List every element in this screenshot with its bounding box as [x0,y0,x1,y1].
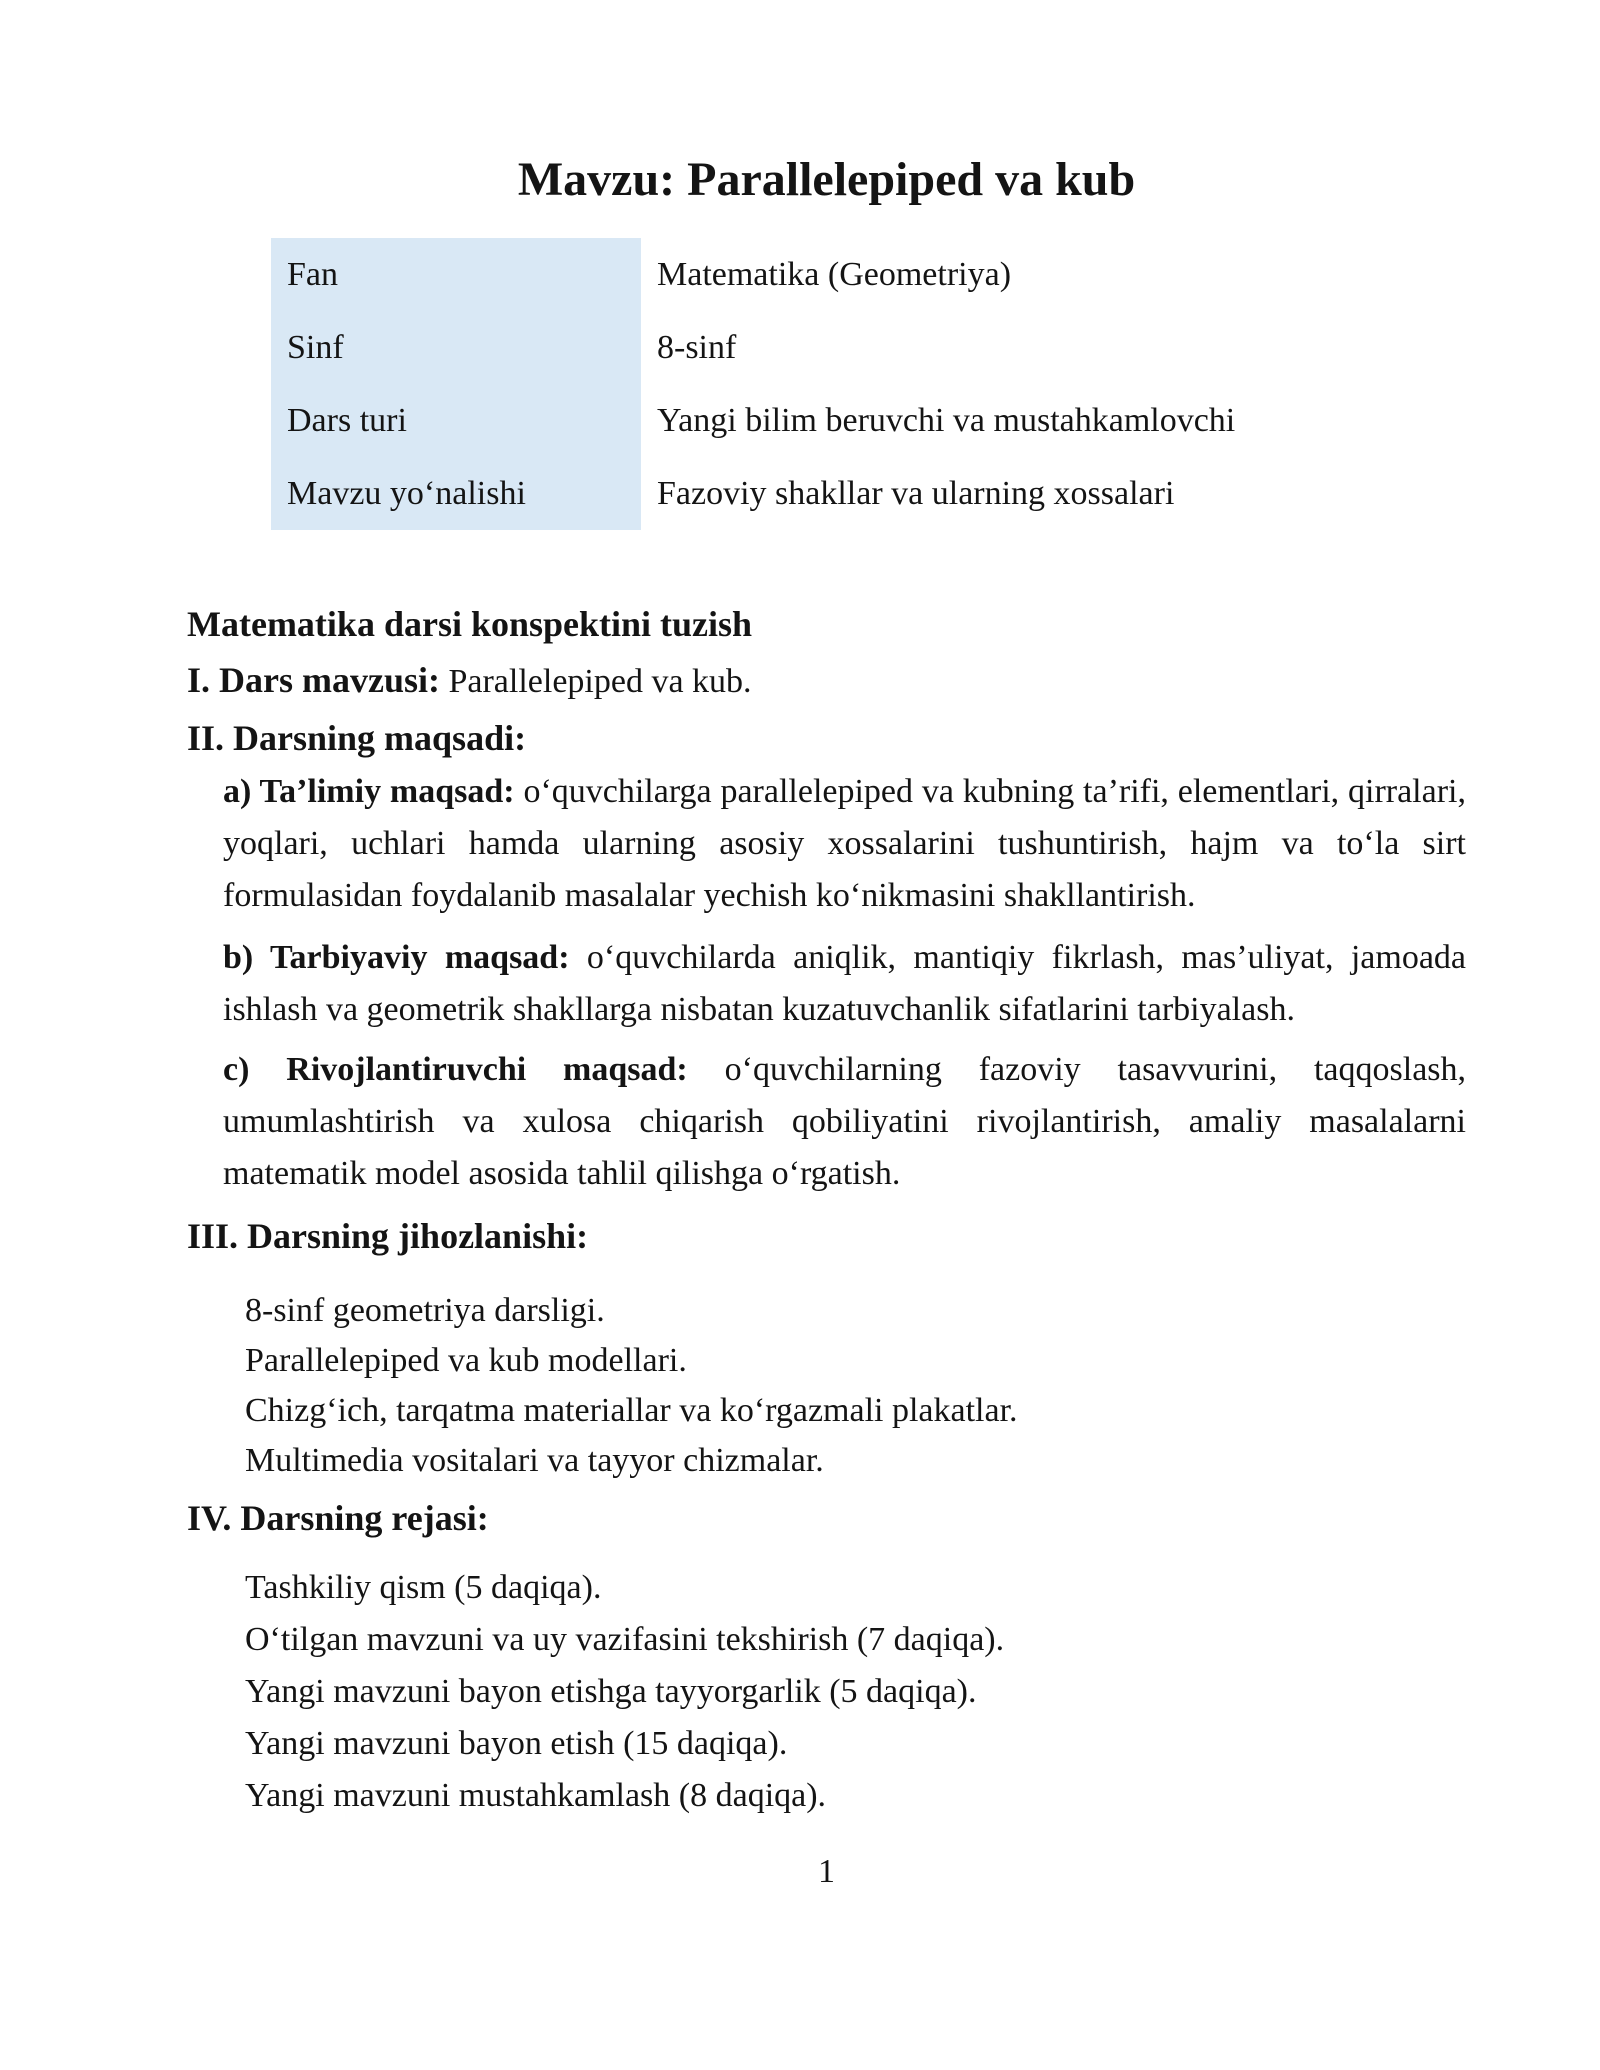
equipment-item: Multimedia vositalari va tayyor chizmalar. [245,1442,824,1479]
section-heading-main: Matematika darsi konspektini tuzish [187,604,753,644]
goal-a-text: o‘quvchilarga parallelepiped va kubning ta’rifi, elementlari, qirralari, yoqlari, uchlari hamda ularning asosiy xossalarini tushuntirish, hajm va to‘la sirt formulasidan foydalanib masalalar yechish ko‘nikmasini shakllantirish. [223,773,1466,914]
page-number: 1 [818,1853,835,1890]
info-value: Matematika (Geometriya) [657,255,1012,293]
plan-item: Yangi mavzuni bayon etishga tayyorgarlik (5 daqiqa). [245,1673,977,1710]
goal-c-label: c) Rivojlantiruvchi maqsad: [223,1051,688,1088]
info-label: Dars turi [271,384,641,457]
info-value: Yangi bilim beruvchi va mustahkamlovchi [657,401,1236,439]
info-row-fan [271,238,1466,311]
paragraph-goal-a [187,766,1466,922]
goal-a-label: a) Ta’limiy maqsad: [223,773,515,810]
goal-c-text: o‘quvchilarning fazoviy tasavvurini, taqqoslash, umumlashtirish va xulosa chiqarish qobiliyatini rivojlantirish, amaliy masalalarni matematik model asosida tahlil qilishga o‘rgatish. [223,1051,1467,1192]
section-heading-equipment: III. Darsning jihozlanishi: [187,1216,589,1256]
paragraph-goal-b [187,932,1466,1036]
plan-list [187,1562,1466,1822]
info-label: Fan [271,238,641,311]
info-value: Fazoviy shakllar va ularning xossalari [657,474,1175,512]
plan-item: Tashkiliy qism (5 daqiqa). [245,1569,602,1606]
section-heading-goals: II. Darsning maqsadi: [187,718,527,758]
document-title: Mavzu: Parallelepiped va kub [517,153,1136,206]
info-row-sinf [271,311,1466,384]
plan-item: Yangi mavzuni mustahkamlash (8 daqiqa). [245,1777,827,1814]
info-row-dars-turi [271,384,1466,457]
plan-item: Yangi mavzuni bayon etish (15 daqiqa). [245,1725,788,1762]
goal-b-text: o‘quvchilarda aniqlik, mantiqiy fikrlash, mas’uliyat, jamoada ishlash va geometrik shakllarga nisbatan kuzatuvchanlik sifatlarini tarbiyalash. [223,939,1466,1028]
lesson-topic-value: Parallelepiped va kub. [448,663,752,700]
equipment-list [187,1286,1466,1486]
section-heading-plan: IV. Darsning rejasi: [187,1498,489,1538]
equipment-item: Parallelepiped va kub modellari. [245,1342,687,1379]
info-label: Mavzu yo‘nalishi [271,457,641,530]
document-body [187,598,1466,1898]
info-table [271,238,1466,530]
equipment-item: 8-sinf geometriya darsligi. [245,1292,605,1329]
lesson-topic-label: I. Dars mavzusi: [187,660,440,700]
info-row-mavzu-yonalishi [271,457,1466,530]
plan-item: O‘tilgan mavzuni va uy vazifasini tekshirish (7 daqiqa). [245,1621,1005,1658]
info-label: Sinf [271,311,641,384]
goal-b-label: b) Tarbiyaviy maqsad: [223,939,570,976]
info-value: 8-sinf [657,328,737,366]
lesson-topic-line [187,654,1466,708]
equipment-item: Chizg‘ich, tarqatma materiallar va ko‘rgazmali plakatlar. [245,1392,1018,1429]
paragraph-goal-c [187,1044,1466,1200]
